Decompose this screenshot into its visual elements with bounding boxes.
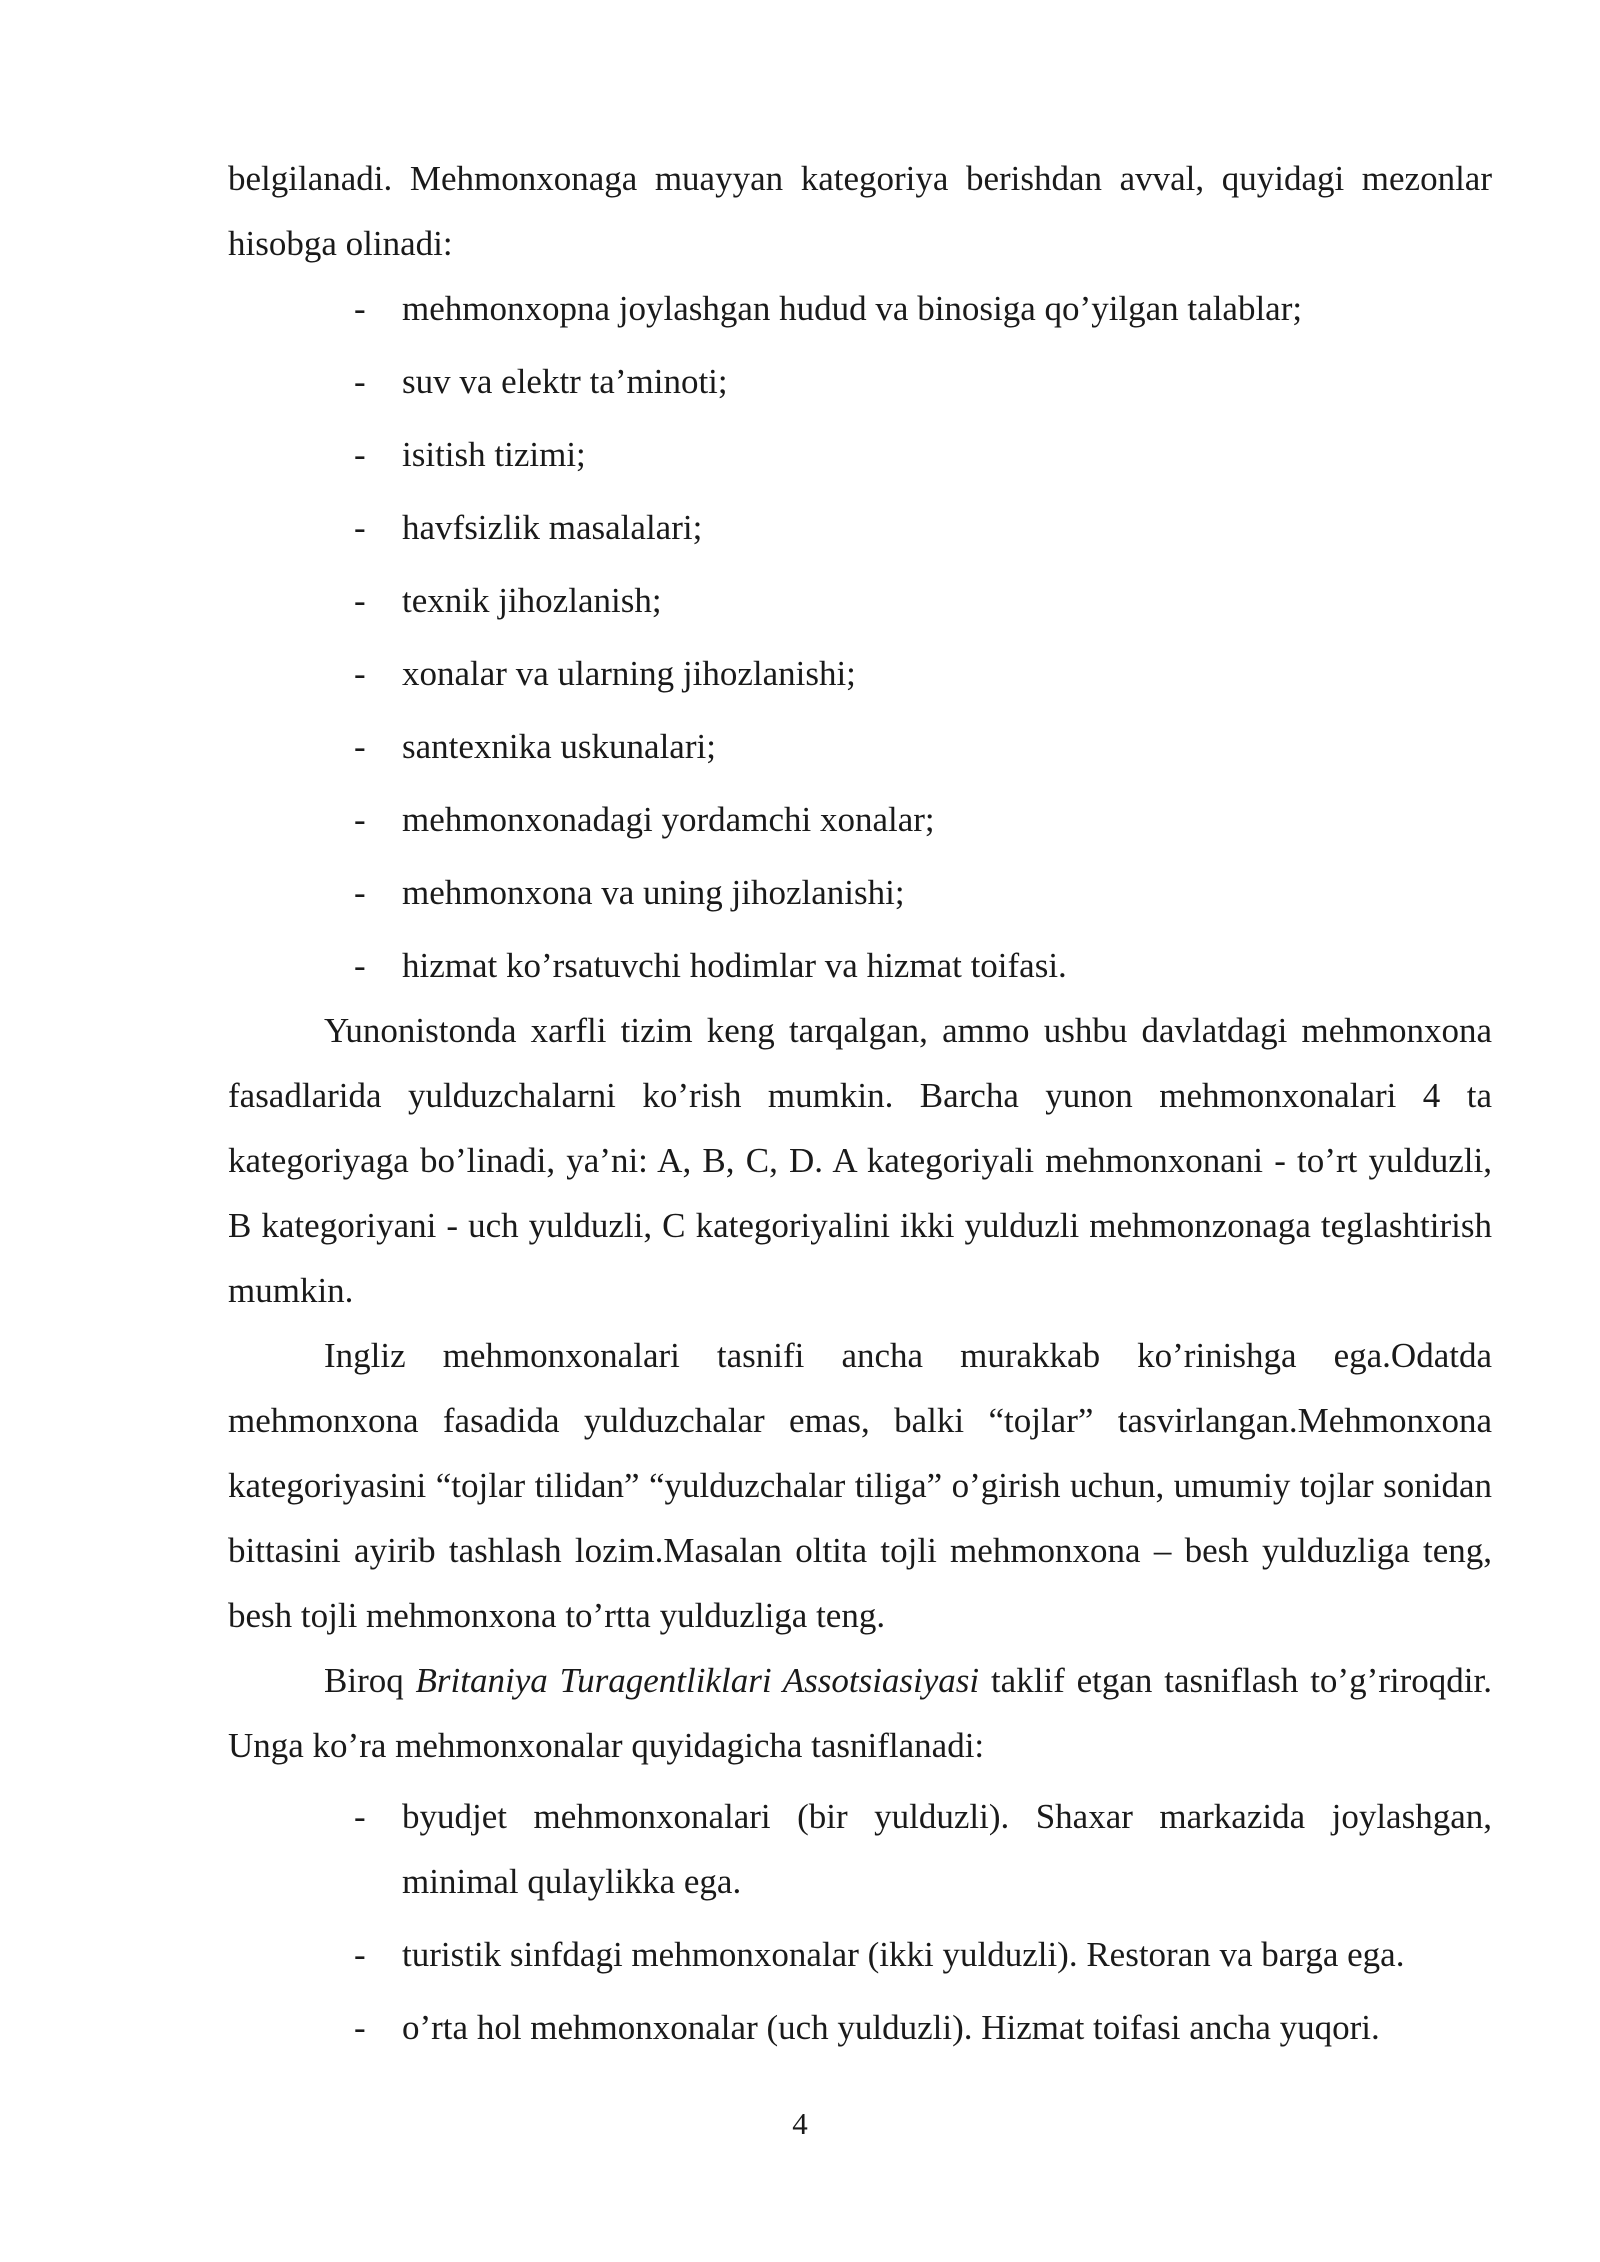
greece-paragraph: Yunonistonda xarfli tizim keng tarqalgan, ammo ushbu davlatdagi mehmonxona fasadlarida yulduzchalarni ko’rish mumkin. Barcha yunon mehmonxonalari 4 ta kategoriyaga bo’linadi, ya’ni: A, B, C, D. A kategoriyali mehmonxonani - to’rt yulduzli, B kategoriyani - uch yulduzli, C kategoriyalini ikki yulduzli mehmonzonaga teglashtirish mumkin. (228, 1011, 1492, 1310)
bullet-dash: - (354, 946, 366, 985)
list-item (228, 349, 1492, 414)
list-item (228, 1922, 1492, 1987)
bullet-dash: - (354, 581, 366, 620)
list-item (228, 1784, 1492, 1914)
classification-list (228, 1784, 1492, 2060)
bullet-dash: - (354, 1797, 366, 1836)
list-item-text: santexnika uskunalari; (402, 727, 716, 766)
bullet-dash: - (354, 800, 366, 839)
list-item (228, 933, 1492, 998)
list-item (228, 714, 1492, 779)
list-item-text: mehmonxopna joylashgan hudud va binosiga qo’yilgan talablar; (402, 289, 1303, 328)
list-item-text: turistik sinfdagi mehmonxonalar (ikki yulduzli). Restoran va barga ega. (402, 1935, 1405, 1974)
page-content (228, 146, 1492, 2068)
britain-paragraph-start: Biroq (324, 1661, 416, 1700)
list-item (228, 422, 1492, 487)
list-item-text: byudjet mehmonxonalari (bir yulduzli). Shaxar markazida joylashgan, minimal qulaylikka ega. (402, 1797, 1492, 1901)
list-item (228, 1995, 1492, 2060)
association-name: Britaniya Turagentliklari Assotsiasiyasi (415, 1661, 980, 1700)
list-item (228, 641, 1492, 706)
list-item-text: mehmonxona va uning jihozlanishi; (402, 873, 905, 912)
britain-paragraph-end: taklif etgan tasniflash to’g’riroqdir. Unga ko’ra mehmonxonalar quyidagicha tasniflanadi: (228, 1661, 1492, 1765)
bullet-dash: - (354, 435, 366, 474)
criteria-list (228, 276, 1492, 998)
page-number: 4 (792, 2106, 808, 2141)
bullet-dash: - (354, 2008, 366, 2047)
list-item (228, 787, 1492, 852)
bullet-dash: - (354, 873, 366, 912)
list-item (228, 495, 1492, 560)
list-item-text: o’rta hol mehmonxonalar (uch yulduzli). Hizmat toifasi ancha yuqori. (402, 2008, 1380, 2047)
list-item-text: texnik jihozlanish; (402, 581, 662, 620)
bullet-dash: - (354, 508, 366, 547)
list-item-text: isitish tizimi; (402, 435, 586, 474)
britain-paragraph (228, 1648, 1492, 1778)
bullet-dash: - (354, 654, 366, 693)
bullet-dash: - (354, 362, 366, 401)
list-item-text: mehmonxonadagi yordamchi xonalar; (402, 800, 935, 839)
england-paragraph: Ingliz mehmonxonalari tasnifi ancha murakkab ko’rinishga ega.Odatda mehmonxona fasadida yulduzchalar emas, balki “tojlar” tasvirlangan.Mehmonxona kategoriyasini “tojlar tilidan” “yulduzchalar tiliga” o’girish uchun, umumiy tojlar sonidan bittasini ayirib tashlash lozim.Masalan oltita tojli mehmonxona – besh yulduzliga teng, besh tojli mehmonxona to’rtta yulduzliga teng. (228, 1336, 1492, 1635)
list-item-text: suv va elektr ta’minoti; (402, 362, 728, 401)
list-item-text: xonalar va ularning jihozlanishi; (402, 654, 856, 693)
bullet-dash: - (354, 289, 366, 328)
intro-paragraph: belgilanadi. Mehmonxonaga muayyan kategoriya berishdan avval, quyidagi mezonlar hisobga olinadi: (228, 159, 1492, 263)
list-item (228, 860, 1492, 925)
bullet-dash: - (354, 1935, 366, 1974)
list-item (228, 276, 1492, 341)
list-item-text: havfsizlik masalalari; (402, 508, 703, 547)
list-item-text: hizmat ko’rsatuvchi hodimlar va hizmat toifasi. (402, 946, 1067, 985)
list-item (228, 568, 1492, 633)
bullet-dash: - (354, 727, 366, 766)
